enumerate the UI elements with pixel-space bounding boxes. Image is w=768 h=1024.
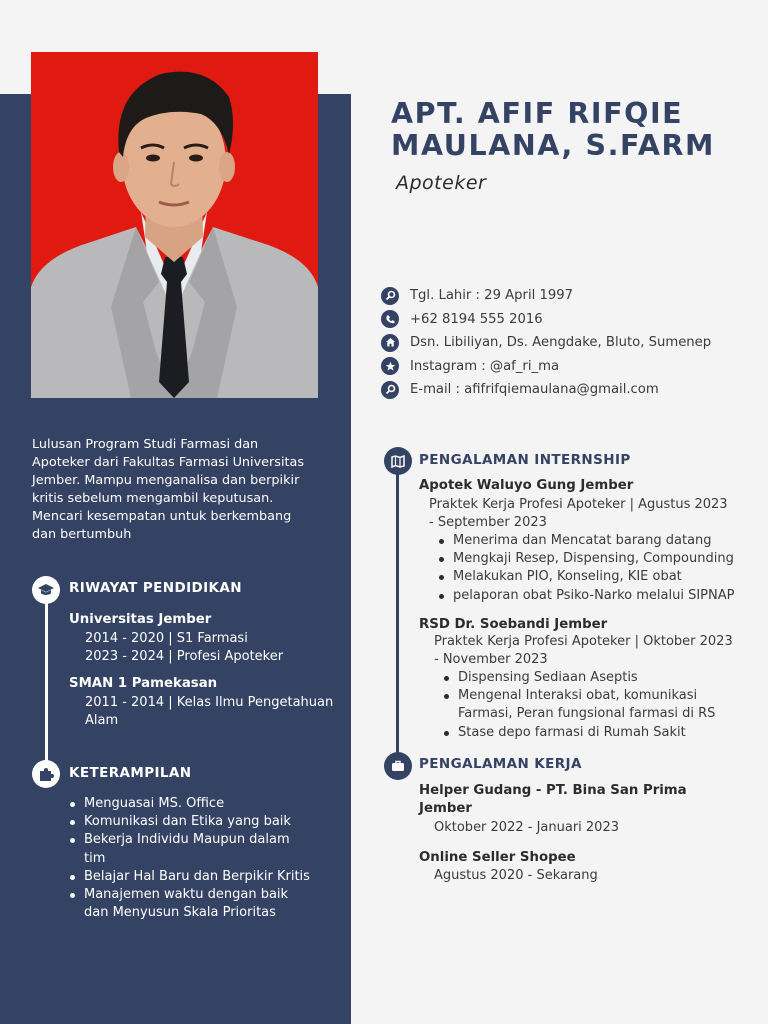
summary-line: dan bertumbuh [32, 527, 132, 542]
phone-icon [381, 310, 399, 328]
list-item: Bekerja Individu Maupun dalam tim [68, 831, 308, 867]
list-item: Menguasai MS. Office [68, 795, 328, 813]
contact-text: E-mail : afifrifqiemaulana@gmail.com [410, 382, 659, 398]
contact-instagram [381, 355, 766, 379]
list-item: Menerima dan Mencatat barang datang [438, 532, 768, 550]
contact-phone [381, 308, 766, 332]
map-icon [384, 447, 412, 475]
education-school: SMAN 1 Pamekasan [69, 676, 218, 691]
contact-text: Tgl. Lahir : 29 April 1997 [410, 288, 574, 304]
name-line-2: MAULANA, S.FARM [391, 129, 716, 162]
education-detail: 2011 - 2014 | Kelas Ilmu Pengetahuan [85, 695, 334, 710]
contact-text: Dsn. Libiliyan, Ds. Aengdake, Bluto, Sumenep [410, 335, 712, 351]
summary-line: Apoteker dari Fakultas Farmasi Universitas [32, 455, 305, 470]
search-icon [381, 287, 399, 305]
puzzle-icon [32, 760, 60, 788]
right-timeline-line [396, 470, 399, 760]
name-line-1: APT. AFIF RIFQIE [391, 97, 684, 130]
profile-photo [31, 52, 318, 398]
profile-role: Apoteker [396, 172, 487, 194]
internship-desc: Praktek Kerja Profesi Apoteker | Oktober 2023 [434, 634, 733, 649]
list-item: Manajemen waktu dengan baik dan Menyusun Skala Prioritas [68, 886, 313, 922]
list-item: Mengkaji Resep, Dispensing, Compounding [438, 550, 768, 568]
home-icon [381, 334, 399, 352]
portrait-illustration [31, 52, 318, 398]
summary-line: Mencari kesempatan untuk berkembang [32, 509, 292, 524]
internship-desc: - September 2023 [429, 515, 547, 530]
internship-bullets [443, 669, 733, 742]
education-detail: Alam [85, 713, 119, 728]
contact-email [381, 378, 766, 402]
internship-place: Apotek Waluyo Gung Jember [419, 478, 634, 493]
summary-line: Lulusan Program Studi Farmasi dan [32, 437, 259, 452]
work-place: Online Seller Shopee [419, 850, 576, 865]
list-item: Dispensing Sediaan Aseptis [443, 669, 733, 687]
contact-address [381, 331, 766, 355]
list-item: pelaporan obat Psiko-Narko melalui SIPNAP [438, 587, 768, 605]
search-icon [381, 381, 399, 399]
list-item: Melakukan PIO, Konseling, KIE obat [438, 568, 768, 586]
summary-line: kritis sebelum mengambil keputusan. [32, 491, 274, 506]
internship-desc: - November 2023 [434, 652, 548, 667]
internship-title: PENGALAMAN INTERNSHIP [419, 452, 631, 468]
internship-place: RSD Dr. Soebandi Jember [419, 617, 608, 632]
list-item: Komunikasi dan Etika yang baik [68, 813, 328, 831]
internship-bullets [438, 532, 768, 605]
graduation-cap-icon [32, 576, 60, 604]
star-icon [381, 357, 399, 375]
left-timeline-line [45, 600, 48, 770]
work-period: Agustus 2020 - Sekarang [434, 868, 598, 883]
list-item: Mengenal Interaksi obat, komunikasi Farmasi, Peran fungsional farmasi di RS [443, 687, 733, 723]
education-detail: 2023 - 2024 | Profesi Apoteker [85, 649, 284, 664]
work-place: Helper Gudang - PT. Bina San Prima [419, 783, 687, 798]
summary-line: Jember. Mampu menganalisa dan berpikir [32, 473, 300, 488]
profile-name [391, 98, 751, 162]
profile-summary [32, 436, 322, 544]
contact-text: +62 8194 555 2016 [410, 311, 543, 327]
contact-list [381, 284, 766, 402]
contact-text: Instagram : @af_ri_ma [410, 358, 560, 374]
list-item: Stase depo farmasi di Rumah Sakit [443, 724, 733, 742]
education-school: Universitas Jember [69, 612, 212, 627]
briefcase-icon [384, 752, 412, 780]
contact-birthdate [381, 284, 766, 308]
education-title: RIWAYAT PENDIDIKAN [69, 580, 242, 596]
skills-list [68, 795, 328, 922]
internship-desc: Praktek Kerja Profesi Apoteker | Agustus 2023 [429, 497, 728, 512]
list-item: Belajar Hal Baru dan Berpikir Kritis [68, 868, 328, 886]
skills-title: KETERAMPILAN [69, 765, 192, 781]
education-detail: 2014 - 2020 | S1 Farmasi [85, 631, 248, 646]
work-period: Oktober 2022 - Januari 2023 [434, 820, 619, 835]
work-place: Jember [419, 801, 472, 816]
work-title: PENGALAMAN KERJA [419, 756, 582, 772]
